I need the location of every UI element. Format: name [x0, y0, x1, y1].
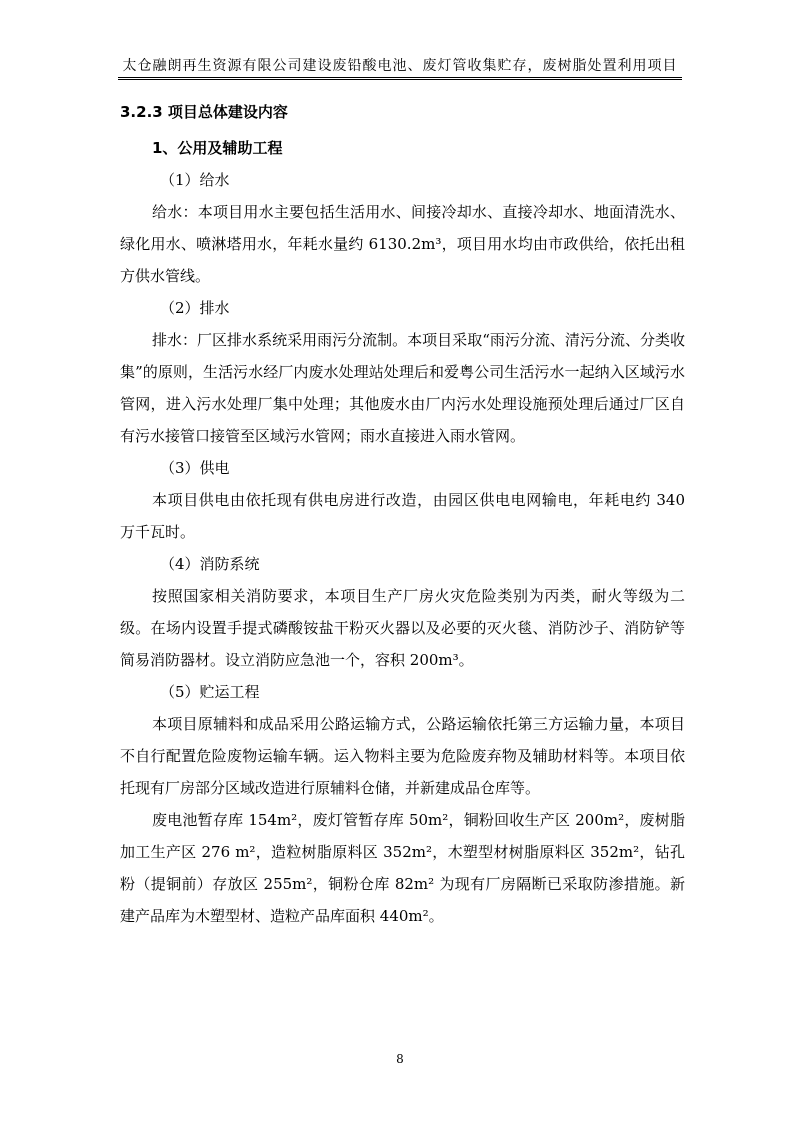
header-rule	[118, 77, 682, 80]
paragraph-water-supply: 给水：本项目用水主要包括生活用水、间接冷却水、直接冷却水、地面清洗水、绿化用水、喷淋塔用水，年耗水量约 6130.2m³，项目用水均由市政供给，依托出租方供水管线。	[120, 203, 685, 285]
page-body	[120, 96, 685, 932]
item-heading-storage-transport: （5）贮运工程	[160, 683, 260, 701]
paragraph-drainage: 排水：厂区排水系统采用雨污分流制。本项目采取“雨污分流、清污分流、分类收集”的原则，生活污水经厂内废水处理站处理后和爱粤公司生活污水一起纳入区域污水管网，进入污水处理厂集中处理；其他废水由厂内污水处理设施预处理后通过厂区自有污水接管口接管至区域污水管网；雨水直接进入雨水管网。	[120, 331, 685, 445]
subsection-heading: 1、公用及辅助工程	[152, 139, 283, 157]
item-heading-drainage: （2）排水	[160, 299, 230, 317]
running-header: 太仓融朗再生资源有限公司建设废铅酸电池、废灯管收集贮存，废树脂处置利用项目	[122, 58, 678, 74]
paragraph-storage-areas: 废电池暂存库 154m²，废灯管暂存库 50m²，铜粉回收生产区 200m²，废树脂加工生产区 276 m²，造粒树脂原料区 352m²，木塑型材树脂原料区 352m²，钻孔粉（提铜前）存放区 255m²，铜粉仓库 82m² 为现有厂房隔断已采取防渗措施。新建产品库为木塑型材、造粒产品库面积 440m²。	[120, 811, 685, 925]
item-heading-power-supply: （3）供电	[160, 459, 230, 477]
item-heading-water-supply: （1）给水	[160, 171, 230, 189]
paragraph-fire-protection: 按照国家相关消防要求，本项目生产厂房火灾危险类别为丙类，耐火等级为二级。在场内设置手提式磷酸铵盐干粉灭火器以及必要的灭火毯、消防沙子、消防铲等简易消防器材。设立消防应急池一个，容积 200m³。	[120, 587, 685, 669]
paragraph-power-supply: 本项目供电由依托现有供电房进行改造，由园区供电电网输电，年耗电约 340 万千瓦时。	[120, 491, 685, 541]
item-heading-fire-protection: （4）消防系统	[160, 555, 260, 573]
page-number: 8	[396, 1052, 404, 1066]
section-heading: 3.2.3 项目总体建设内容	[120, 103, 288, 121]
paragraph-storage-transport: 本项目原辅料和成品采用公路运输方式，公路运输依托第三方运输力量，本项目不自行配置危险废物运输车辆。运入物料主要为危险废弃物及辅助材料等。本项目依托现有厂房部分区域改造进行原辅料仓储，并新建成品仓库等。	[120, 715, 685, 797]
